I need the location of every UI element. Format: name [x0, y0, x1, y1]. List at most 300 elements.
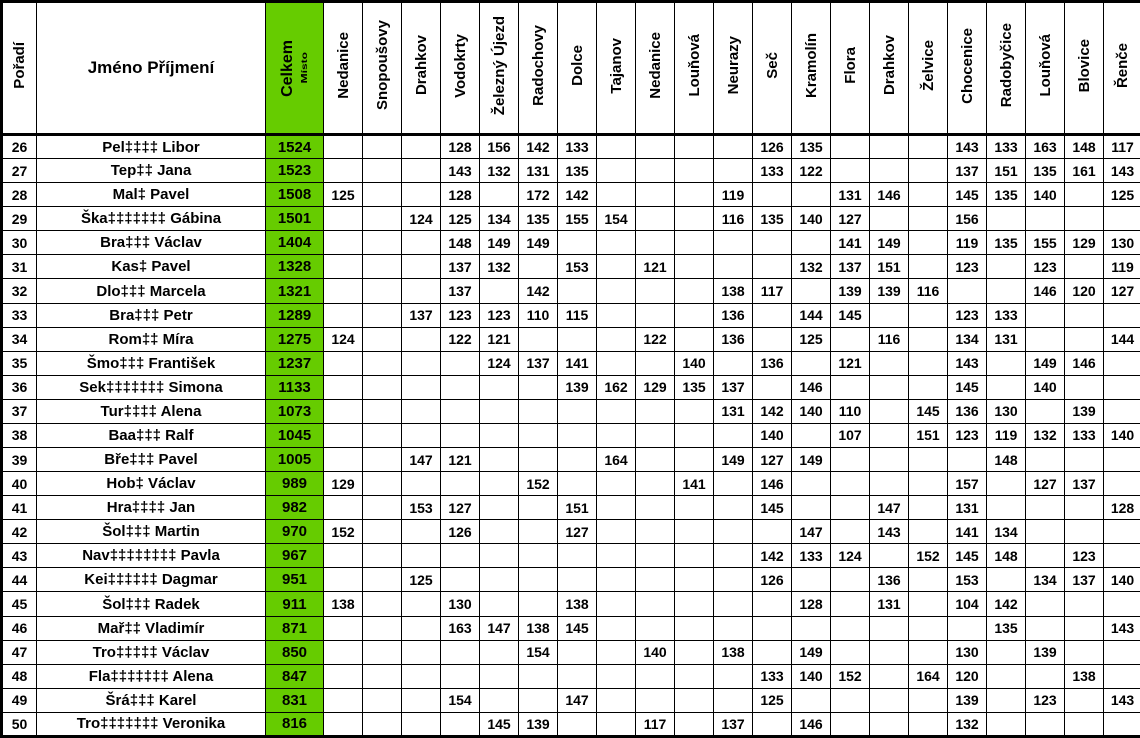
- score-cell: [987, 688, 1026, 712]
- score-cell: [675, 183, 714, 207]
- score-cell: [480, 399, 519, 423]
- score-cell: 142: [519, 279, 558, 303]
- venue-header-label: Dolce: [568, 45, 586, 86]
- score-cell: 133: [558, 135, 597, 159]
- score-cell: [948, 616, 987, 640]
- score-cell: 151: [909, 423, 948, 447]
- total-cell: 1404: [266, 231, 324, 255]
- score-cell: [675, 712, 714, 736]
- score-cell: [324, 664, 363, 688]
- score-cell: [363, 472, 402, 496]
- score-cell: [324, 423, 363, 447]
- score-cell: [831, 327, 870, 351]
- score-cell: [870, 351, 909, 375]
- score-cell: 164: [909, 664, 948, 688]
- rank-cell: 31: [2, 255, 37, 279]
- score-cell: [675, 616, 714, 640]
- column-header-venue-0: [324, 2, 363, 135]
- score-cell: [675, 231, 714, 255]
- table-row: [2, 303, 1140, 327]
- rank-cell: 39: [2, 448, 37, 472]
- score-cell: 146: [753, 472, 792, 496]
- score-cell: 134: [987, 520, 1026, 544]
- column-header-venue-17: [987, 2, 1026, 135]
- score-cell: [831, 159, 870, 183]
- score-cell: 139: [831, 279, 870, 303]
- score-cell: 133: [753, 159, 792, 183]
- score-cell: 144: [1104, 327, 1140, 351]
- score-cell: [597, 303, 636, 327]
- venue-header-label: Tajanov: [607, 37, 625, 94]
- score-cell: [987, 568, 1026, 592]
- score-cell: [753, 303, 792, 327]
- score-cell: 143: [1104, 616, 1140, 640]
- score-cell: [402, 423, 441, 447]
- score-cell: [363, 640, 402, 664]
- score-cell: [1104, 472, 1140, 496]
- name-cell: Bra‡‡‡ Václav: [37, 231, 266, 255]
- score-cell: [753, 712, 792, 736]
- score-cell: 138: [558, 592, 597, 616]
- score-cell: [558, 568, 597, 592]
- score-cell: 141: [675, 472, 714, 496]
- score-cell: [324, 207, 363, 231]
- score-cell: 135: [675, 375, 714, 399]
- score-cell: [636, 448, 675, 472]
- rank-cell: 35: [2, 351, 37, 375]
- rank-cell: 36: [2, 375, 37, 399]
- table-row: [2, 448, 1140, 472]
- score-cell: [714, 520, 753, 544]
- score-cell: 104: [948, 592, 987, 616]
- score-cell: [831, 135, 870, 159]
- rank-cell: 44: [2, 568, 37, 592]
- score-cell: [1026, 544, 1065, 568]
- name-cell: Kei‡‡‡‡‡‡ Dagmar: [37, 568, 266, 592]
- score-cell: 146: [870, 183, 909, 207]
- score-cell: 137: [714, 712, 753, 736]
- score-cell: [324, 399, 363, 423]
- score-cell: 139: [1026, 640, 1065, 664]
- score-cell: [792, 616, 831, 640]
- total-sub-header-label: Místo: [298, 52, 309, 84]
- score-cell: [792, 688, 831, 712]
- table-row: [2, 664, 1140, 688]
- venue-header-label: Radobyčice: [997, 23, 1015, 108]
- score-cell: 110: [831, 399, 870, 423]
- score-cell: [753, 616, 792, 640]
- score-cell: 121: [480, 327, 519, 351]
- score-cell: 155: [558, 207, 597, 231]
- score-cell: [519, 448, 558, 472]
- score-cell: 144: [792, 303, 831, 327]
- score-cell: [1065, 375, 1104, 399]
- score-cell: [831, 712, 870, 736]
- score-cell: 148: [987, 544, 1026, 568]
- score-cell: [909, 520, 948, 544]
- score-cell: [441, 375, 480, 399]
- score-cell: [909, 327, 948, 351]
- table-row: [2, 207, 1140, 231]
- score-cell: [519, 520, 558, 544]
- score-cell: [1104, 712, 1140, 736]
- rank-cell: 50: [2, 712, 37, 736]
- column-header-venue-14: [870, 2, 909, 135]
- venue-header-label: Nedanice: [646, 32, 664, 99]
- venue-header-label: Kramolín: [802, 32, 820, 98]
- score-cell: [324, 712, 363, 736]
- total-cell: 982: [266, 496, 324, 520]
- column-header-venue-6: [558, 2, 597, 135]
- score-cell: [909, 207, 948, 231]
- score-cell: 123: [1065, 544, 1104, 568]
- score-cell: [636, 303, 675, 327]
- name-cell: Baa‡‡‡ Ralf: [37, 423, 266, 447]
- score-cell: [675, 496, 714, 520]
- score-cell: [1065, 207, 1104, 231]
- venue-header-label: Neurazy: [724, 36, 742, 95]
- score-cell: [909, 231, 948, 255]
- score-cell: [870, 544, 909, 568]
- score-cell: [363, 568, 402, 592]
- score-cell: [909, 159, 948, 183]
- rank-cell: 43: [2, 544, 37, 568]
- score-cell: 121: [831, 351, 870, 375]
- score-cell: 130: [441, 592, 480, 616]
- score-cell: 138: [324, 592, 363, 616]
- table-row: [2, 255, 1140, 279]
- score-cell: 147: [480, 616, 519, 640]
- score-cell: 137: [1065, 568, 1104, 592]
- column-header-venue-11: [753, 2, 792, 135]
- score-cell: [402, 135, 441, 159]
- score-cell: [987, 279, 1026, 303]
- name-cell: Ška‡‡‡‡‡‡‡ Gábina: [37, 207, 266, 231]
- score-cell: 128: [792, 592, 831, 616]
- score-cell: 140: [1104, 423, 1140, 447]
- score-cell: [1026, 712, 1065, 736]
- score-cell: [1065, 255, 1104, 279]
- score-cell: [909, 712, 948, 736]
- score-cell: [753, 592, 792, 616]
- score-cell: [597, 664, 636, 688]
- rank-cell: 41: [2, 496, 37, 520]
- score-cell: 143: [870, 520, 909, 544]
- score-cell: [597, 231, 636, 255]
- score-cell: [792, 472, 831, 496]
- score-cell: 149: [480, 231, 519, 255]
- score-cell: 156: [948, 207, 987, 231]
- score-cell: [402, 399, 441, 423]
- score-cell: 123: [948, 423, 987, 447]
- score-cell: [909, 255, 948, 279]
- score-cell: 155: [1026, 231, 1065, 255]
- score-cell: 120: [948, 664, 987, 688]
- score-cell: 125: [324, 183, 363, 207]
- score-cell: [870, 207, 909, 231]
- score-cell: [597, 592, 636, 616]
- name-cell: Mal‡ Pavel: [37, 183, 266, 207]
- score-cell: 132: [480, 159, 519, 183]
- score-cell: [480, 520, 519, 544]
- score-cell: [987, 664, 1026, 688]
- score-cell: [831, 496, 870, 520]
- score-cell: [324, 640, 363, 664]
- score-cell: 135: [558, 159, 597, 183]
- score-cell: [714, 255, 753, 279]
- score-cell: [519, 544, 558, 568]
- score-cell: 129: [636, 375, 675, 399]
- score-cell: 135: [792, 135, 831, 159]
- table-row: [2, 135, 1140, 159]
- score-cell: 162: [597, 375, 636, 399]
- score-cell: 140: [1104, 568, 1140, 592]
- column-header-venue-8: [636, 2, 675, 135]
- score-cell: [519, 327, 558, 351]
- score-cell: [636, 568, 675, 592]
- score-cell: [558, 279, 597, 303]
- score-cell: 131: [519, 159, 558, 183]
- score-cell: [636, 183, 675, 207]
- score-cell: [558, 399, 597, 423]
- score-cell: [909, 375, 948, 399]
- score-cell: [1065, 448, 1104, 472]
- score-cell: [753, 231, 792, 255]
- score-cell: [1104, 351, 1140, 375]
- score-cell: 149: [1026, 351, 1065, 375]
- score-cell: [480, 688, 519, 712]
- score-cell: [480, 664, 519, 688]
- score-cell: [363, 592, 402, 616]
- rank-cell: 34: [2, 327, 37, 351]
- table-row: [2, 688, 1140, 712]
- score-cell: [714, 159, 753, 183]
- score-cell: [675, 448, 714, 472]
- score-cell: 120: [1065, 279, 1104, 303]
- score-cell: [363, 159, 402, 183]
- venue-header-label: Drahkov: [412, 35, 430, 96]
- venue-header-label: Železný Újezd: [490, 15, 508, 116]
- score-cell: [441, 472, 480, 496]
- rank-cell: 38: [2, 423, 37, 447]
- score-cell: 136: [714, 303, 753, 327]
- score-cell: [363, 255, 402, 279]
- venue-header-label: Seč: [763, 52, 781, 79]
- score-cell: 136: [714, 327, 753, 351]
- score-cell: 125: [441, 207, 480, 231]
- score-cell: 126: [441, 520, 480, 544]
- score-cell: [831, 568, 870, 592]
- table-row: [2, 231, 1140, 255]
- total-cell: 1501: [266, 207, 324, 231]
- score-cell: [363, 279, 402, 303]
- score-cell: [714, 231, 753, 255]
- score-cell: 146: [792, 375, 831, 399]
- column-header-venue-3: [441, 2, 480, 135]
- score-cell: [324, 351, 363, 375]
- table-row: [2, 616, 1140, 640]
- score-cell: 142: [558, 183, 597, 207]
- score-cell: [402, 472, 441, 496]
- name-cell: Tep‡‡ Jana: [37, 159, 266, 183]
- score-cell: 139: [1065, 399, 1104, 423]
- score-cell: [441, 544, 480, 568]
- column-header-total: [266, 2, 324, 135]
- score-cell: [909, 640, 948, 664]
- score-cell: [1026, 327, 1065, 351]
- score-cell: 149: [870, 231, 909, 255]
- score-cell: [948, 448, 987, 472]
- column-header-venue-5: [519, 2, 558, 135]
- score-cell: [363, 423, 402, 447]
- score-cell: [753, 327, 792, 351]
- score-cell: [597, 423, 636, 447]
- score-cell: 142: [987, 592, 1026, 616]
- score-cell: [675, 688, 714, 712]
- table-row: [2, 640, 1140, 664]
- score-cell: 123: [480, 303, 519, 327]
- score-cell: [987, 640, 1026, 664]
- score-cell: 134: [1026, 568, 1065, 592]
- score-cell: [597, 496, 636, 520]
- rank-cell: 49: [2, 688, 37, 712]
- score-cell: [402, 664, 441, 688]
- score-cell: 123: [1026, 255, 1065, 279]
- total-cell: 967: [266, 544, 324, 568]
- name-cell: Bra‡‡‡ Petr: [37, 303, 266, 327]
- score-cell: [558, 448, 597, 472]
- total-header-label: Celkem: [278, 39, 296, 97]
- score-cell: 131: [870, 592, 909, 616]
- score-cell: 135: [987, 183, 1026, 207]
- score-cell: [324, 496, 363, 520]
- score-cell: [519, 496, 558, 520]
- total-cell: 871: [266, 616, 324, 640]
- score-cell: 119: [1104, 255, 1140, 279]
- score-cell: 132: [948, 712, 987, 736]
- score-cell: 153: [558, 255, 597, 279]
- table-row: [2, 496, 1140, 520]
- score-cell: [675, 568, 714, 592]
- score-cell: 132: [1026, 423, 1065, 447]
- score-cell: [558, 472, 597, 496]
- score-cell: 145: [558, 616, 597, 640]
- score-cell: [909, 303, 948, 327]
- score-cell: [597, 351, 636, 375]
- score-cell: [441, 712, 480, 736]
- score-cell: [636, 279, 675, 303]
- score-cell: 131: [987, 327, 1026, 351]
- score-cell: [714, 568, 753, 592]
- score-cell: [519, 255, 558, 279]
- score-cell: [831, 592, 870, 616]
- total-cell: 1275: [266, 327, 324, 351]
- score-cell: 146: [1026, 279, 1065, 303]
- total-cell: 911: [266, 592, 324, 616]
- score-cell: [363, 327, 402, 351]
- score-cell: [597, 327, 636, 351]
- score-cell: [1104, 375, 1140, 399]
- score-cell: [363, 664, 402, 688]
- score-cell: [870, 448, 909, 472]
- score-cell: [363, 183, 402, 207]
- score-cell: [402, 183, 441, 207]
- venue-header-label: Flora: [841, 47, 859, 84]
- score-cell: 119: [948, 231, 987, 255]
- score-cell: [792, 279, 831, 303]
- venue-header-label: Radochovy: [529, 25, 547, 106]
- score-cell: 147: [792, 520, 831, 544]
- score-cell: 137: [714, 375, 753, 399]
- score-cell: [558, 640, 597, 664]
- score-cell: 153: [948, 568, 987, 592]
- total-cell: 989: [266, 472, 324, 496]
- score-cell: [402, 375, 441, 399]
- score-cell: [1026, 616, 1065, 640]
- score-cell: [519, 568, 558, 592]
- total-cell: 1045: [266, 423, 324, 447]
- column-header-venue-2: [402, 2, 441, 135]
- score-cell: [1026, 303, 1065, 327]
- score-cell: [753, 640, 792, 664]
- score-cell: [675, 544, 714, 568]
- score-cell: 157: [948, 472, 987, 496]
- score-cell: 141: [948, 520, 987, 544]
- score-cell: [675, 135, 714, 159]
- score-cell: [870, 688, 909, 712]
- score-cell: 139: [948, 688, 987, 712]
- score-cell: [870, 423, 909, 447]
- table-row: [2, 279, 1140, 303]
- score-cell: [792, 496, 831, 520]
- score-cell: [987, 207, 1026, 231]
- score-cell: 140: [1026, 375, 1065, 399]
- score-cell: [675, 423, 714, 447]
- score-cell: 137: [948, 159, 987, 183]
- score-cell: 133: [1065, 423, 1104, 447]
- score-cell: [597, 399, 636, 423]
- table-body: [2, 135, 1140, 737]
- name-cell: Sek‡‡‡‡‡‡‡ Simona: [37, 375, 266, 399]
- score-cell: [480, 568, 519, 592]
- rank-cell: 33: [2, 303, 37, 327]
- score-cell: 143: [441, 159, 480, 183]
- score-cell: [870, 640, 909, 664]
- score-cell: [714, 592, 753, 616]
- score-cell: [1065, 616, 1104, 640]
- score-cell: [480, 640, 519, 664]
- score-cell: [636, 616, 675, 640]
- score-cell: [636, 592, 675, 616]
- score-cell: [831, 472, 870, 496]
- score-cell: 117: [636, 712, 675, 736]
- total-cell: 951: [266, 568, 324, 592]
- venue-header-label: Blovice: [1075, 38, 1093, 93]
- score-cell: [831, 616, 870, 640]
- score-cell: [597, 520, 636, 544]
- score-cell: 138: [714, 640, 753, 664]
- total-cell: 1328: [266, 255, 324, 279]
- score-cell: 135: [519, 207, 558, 231]
- score-cell: [363, 135, 402, 159]
- score-cell: 117: [1104, 135, 1140, 159]
- score-cell: [1065, 640, 1104, 664]
- score-cell: [597, 183, 636, 207]
- score-cell: [324, 255, 363, 279]
- score-cell: [402, 712, 441, 736]
- score-cell: 145: [948, 183, 987, 207]
- score-cell: 126: [753, 135, 792, 159]
